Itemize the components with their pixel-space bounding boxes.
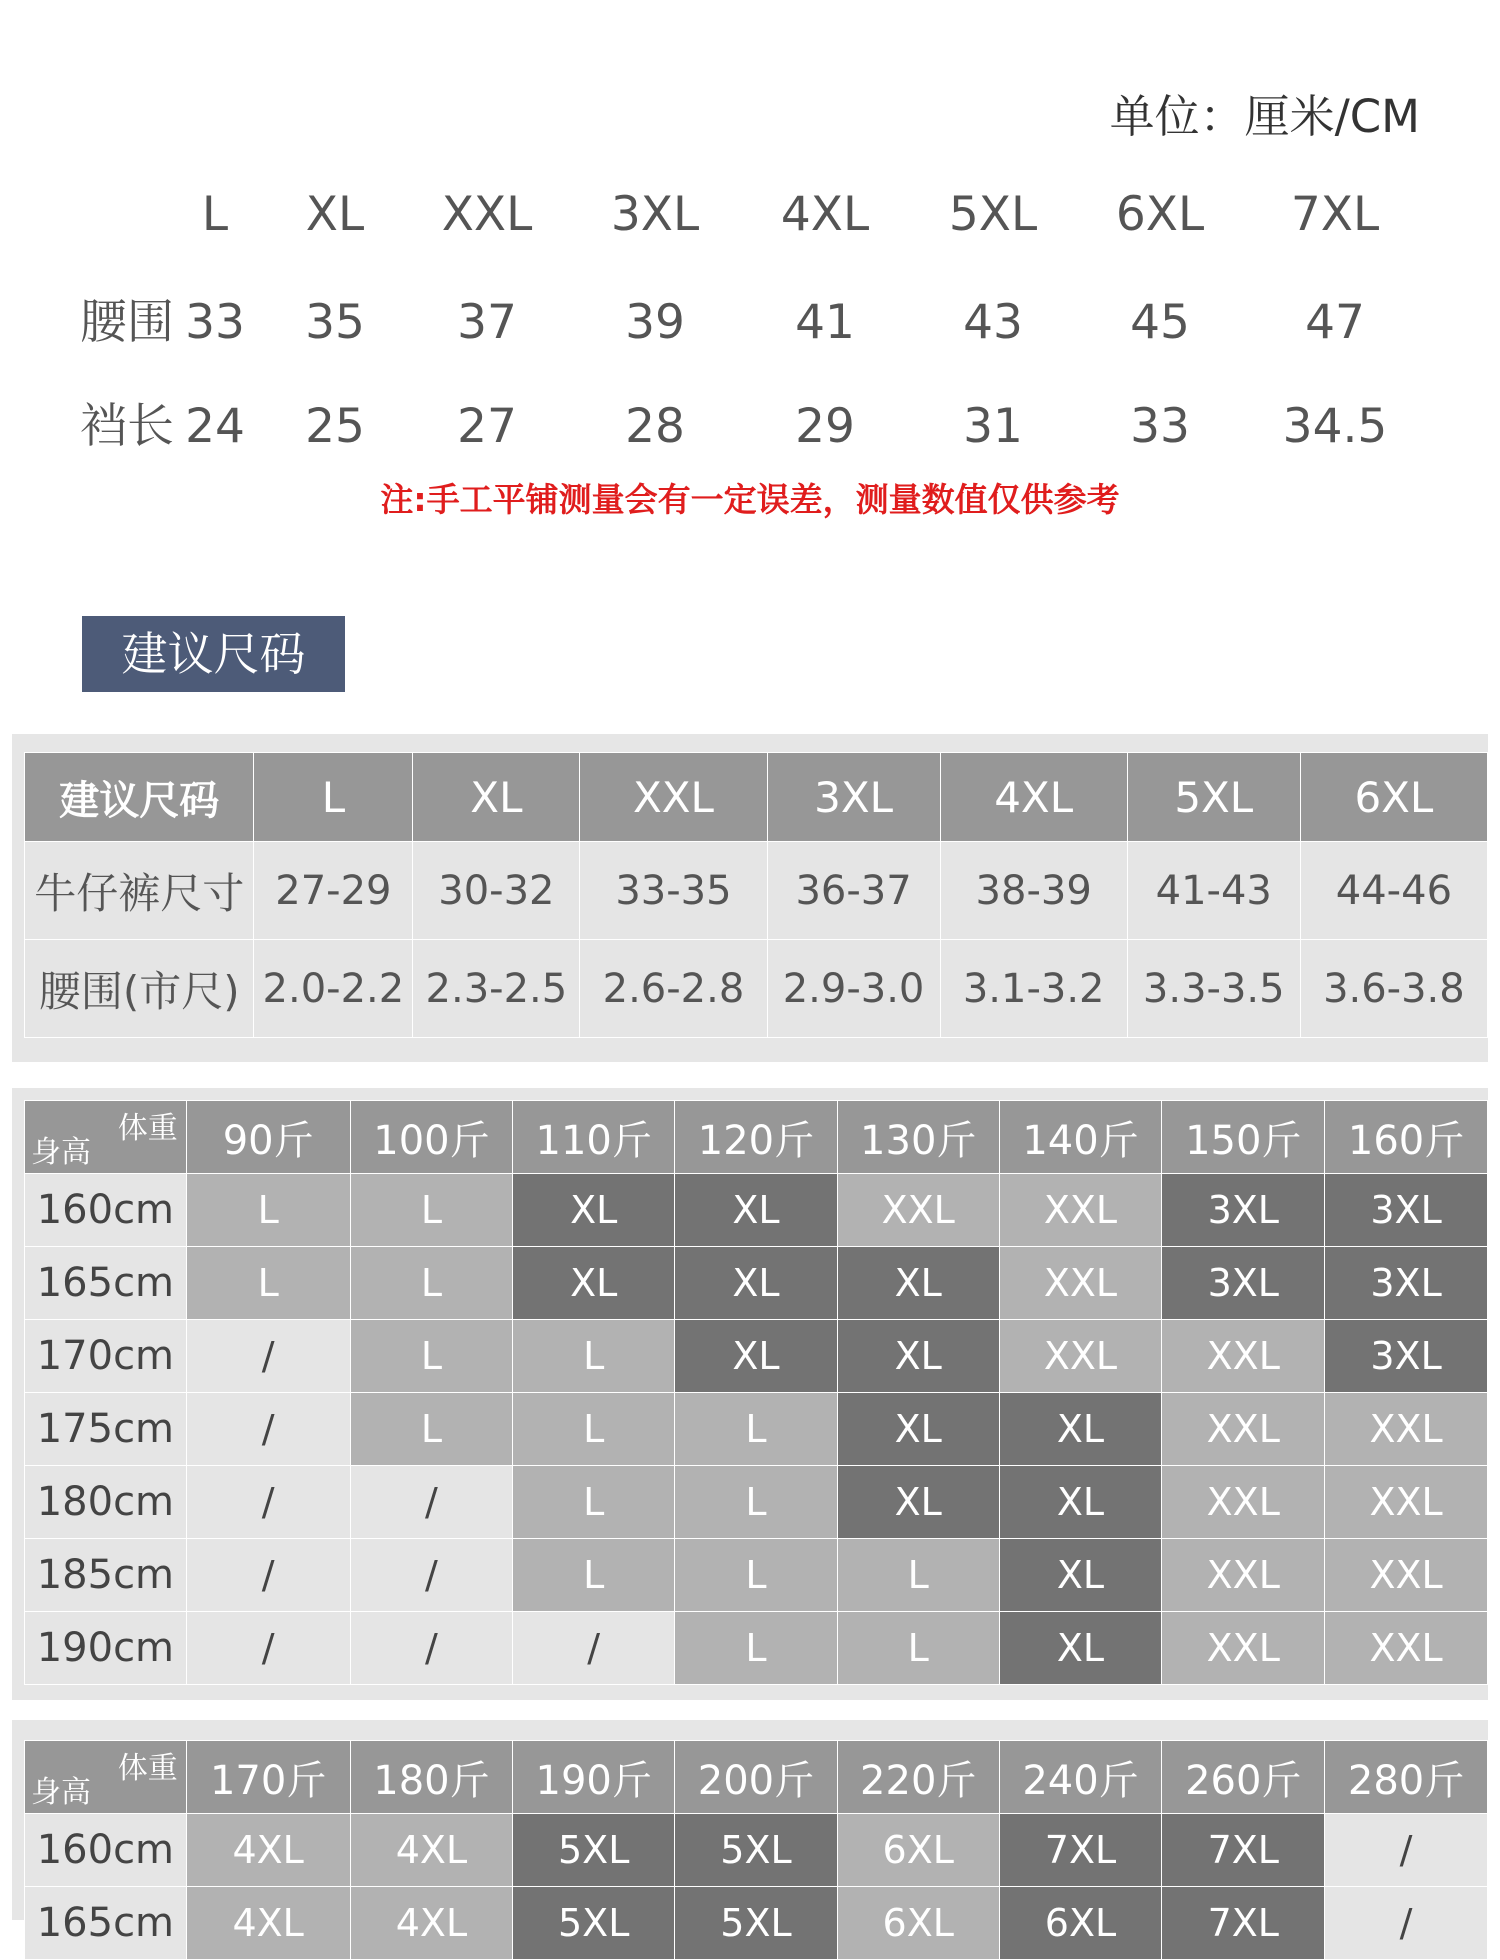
- size-cell: 7XL: [999, 1814, 1162, 1887]
- measurement-row-label: 裆长: [80, 399, 174, 454]
- size-cell: XL: [999, 1539, 1162, 1612]
- size-cell: XL: [513, 1247, 675, 1320]
- size-cell: XL: [837, 1393, 999, 1466]
- size-cell: 7XL: [1162, 1887, 1325, 1960]
- size-cell: /: [350, 1612, 513, 1685]
- corner-weight-label: 体重: [117, 1751, 178, 1786]
- size-cell: 4XL: [186, 1887, 350, 1960]
- weight-header: 160斤: [1325, 1101, 1488, 1174]
- size-cell: L: [513, 1466, 675, 1539]
- size-cell: 5XL: [513, 1814, 675, 1887]
- size-label: 4XL: [780, 187, 870, 242]
- size-cell: XXL: [1325, 1466, 1488, 1539]
- size-cell: L: [350, 1247, 513, 1320]
- grid-corner: [25, 1101, 187, 1174]
- row-label: 牛仔裤尺寸: [25, 842, 254, 940]
- size-cell: /: [513, 1612, 675, 1685]
- measurement-value: 27: [457, 399, 517, 454]
- size-cell: 4XL: [186, 1814, 350, 1887]
- table-cell: 38-39: [940, 842, 1127, 940]
- size-cell: XL: [999, 1612, 1162, 1685]
- measurement-value: 33: [1130, 399, 1190, 454]
- table-header-row: [25, 753, 1488, 842]
- table-cell: 3.1-3.2: [940, 940, 1127, 1038]
- size-table-header: XL: [413, 753, 580, 842]
- size-cell: 6XL: [837, 1814, 999, 1887]
- size-cell: XXL: [999, 1174, 1162, 1247]
- grid-header-row: [25, 1741, 1488, 1814]
- weight-header: 170斤: [186, 1741, 350, 1814]
- size-cell: L: [837, 1612, 999, 1685]
- measurement-value: 37: [457, 295, 517, 350]
- size-cell: 6XL: [999, 1887, 1162, 1960]
- size-table-corner: 建议尺码: [25, 753, 254, 842]
- measurement-value: 34.5: [1282, 399, 1388, 454]
- table-row: [25, 1174, 1488, 1247]
- measurement-row-label: 腰围: [80, 295, 174, 350]
- measurement-value: 29: [795, 399, 855, 454]
- measurement-value: 28: [625, 399, 685, 454]
- size-cell: L: [350, 1393, 513, 1466]
- height-label: 160cm: [25, 1814, 187, 1887]
- height-label: 190cm: [25, 1612, 187, 1685]
- size-cell: /: [186, 1320, 350, 1393]
- table-row: [25, 1320, 1488, 1393]
- size-cell: 6XL: [837, 1887, 999, 1960]
- corner-box: [25, 1101, 186, 1173]
- size-cell: 7XL: [1162, 1814, 1325, 1887]
- size-label: 6XL: [1115, 187, 1205, 242]
- size-cell: /: [186, 1393, 350, 1466]
- size-cell: XL: [999, 1466, 1162, 1539]
- size-cell: XL: [837, 1466, 999, 1539]
- height-label: 165cm: [25, 1247, 187, 1320]
- table-cell: 3.6-3.8: [1300, 940, 1487, 1038]
- weight-header: 90斤: [186, 1101, 350, 1174]
- size-label: XL: [305, 187, 365, 242]
- corner-height-label: 身高: [31, 1135, 91, 1170]
- size-recommendation-table: [24, 752, 1488, 1038]
- size-cell: /: [186, 1612, 350, 1685]
- size-cell: XXL: [837, 1174, 999, 1247]
- height-label: 175cm: [25, 1393, 187, 1466]
- size-cell: XXL: [1162, 1612, 1325, 1685]
- size-cell: 4XL: [350, 1887, 513, 1960]
- size-cell: XL: [675, 1247, 838, 1320]
- table-cell: 33-35: [580, 842, 767, 940]
- table-cell: 30-32: [413, 842, 580, 940]
- weight-header: 260斤: [1162, 1741, 1325, 1814]
- measurement-value: 25: [305, 399, 365, 454]
- measurement-size-header: [60, 170, 1440, 260]
- weight-header: 140斤: [999, 1101, 1162, 1174]
- size-cell: XL: [513, 1174, 675, 1247]
- size-cell: /: [186, 1539, 350, 1612]
- table-row: [25, 940, 1488, 1038]
- weight-header: 110斤: [513, 1101, 675, 1174]
- table-row: [25, 1814, 1488, 1887]
- size-cell: XL: [837, 1247, 999, 1320]
- size-table-header: 3XL: [767, 753, 940, 842]
- size-cell: XXL: [1162, 1320, 1325, 1393]
- corner-weight-label: 体重: [117, 1111, 178, 1146]
- size-cell: L: [675, 1466, 838, 1539]
- size-cell: XL: [675, 1174, 838, 1247]
- size-label: L: [201, 187, 229, 242]
- height-label: 180cm: [25, 1466, 187, 1539]
- size-cell: /: [350, 1539, 513, 1612]
- size-cell: XXL: [1325, 1539, 1488, 1612]
- table-row: [25, 842, 1488, 940]
- weight-header: 240斤: [999, 1741, 1162, 1814]
- weight-header: 200斤: [675, 1741, 838, 1814]
- table-row: [25, 1887, 1488, 1960]
- size-cell: L: [675, 1539, 838, 1612]
- weight-header: 190斤: [513, 1741, 675, 1814]
- weight-header: 150斤: [1162, 1101, 1325, 1174]
- table-cell: 44-46: [1300, 842, 1487, 940]
- measurement-value: 39: [625, 295, 685, 350]
- size-cell: /: [1325, 1887, 1488, 1960]
- height-weight-grid-2: [24, 1740, 1488, 1960]
- measurement-value: 41: [795, 295, 855, 350]
- height-weight-grid-1: [24, 1100, 1488, 1685]
- size-cell: L: [837, 1539, 999, 1612]
- row-label: 腰围(市尺): [25, 940, 254, 1038]
- size-cell: L: [350, 1320, 513, 1393]
- size-cell: 5XL: [675, 1814, 838, 1887]
- table-cell: 41-43: [1127, 842, 1300, 940]
- measurement-value: 24: [185, 399, 245, 454]
- size-cell: /: [186, 1466, 350, 1539]
- size-cell: XL: [675, 1320, 838, 1393]
- measurement-value: 33: [185, 295, 245, 350]
- height-label: 170cm: [25, 1320, 187, 1393]
- table-row: [25, 1393, 1488, 1466]
- table-cell: 2.0-2.2: [254, 940, 413, 1038]
- size-label: 7XL: [1290, 187, 1380, 242]
- size-cell: 3XL: [1325, 1174, 1488, 1247]
- measurement-row: [60, 278, 1440, 368]
- size-cell: L: [675, 1612, 838, 1685]
- size-cell: L: [513, 1539, 675, 1612]
- size-cell: XXL: [999, 1247, 1162, 1320]
- table-cell: 27-29: [254, 842, 413, 940]
- size-cell: XL: [999, 1393, 1162, 1466]
- size-cell: 3XL: [1162, 1247, 1325, 1320]
- measurement-value: 43: [963, 295, 1023, 350]
- size-cell: XXL: [1162, 1466, 1325, 1539]
- size-label: XXL: [441, 187, 533, 242]
- table-row: [25, 1247, 1488, 1320]
- size-cell: 3XL: [1162, 1174, 1325, 1247]
- size-table-header: 6XL: [1300, 753, 1487, 842]
- table-row: [25, 1612, 1488, 1685]
- table-cell: 2.3-2.5: [413, 940, 580, 1038]
- table-cell: 3.3-3.5: [1127, 940, 1300, 1038]
- table-row: [25, 1466, 1488, 1539]
- grid-corner: [25, 1741, 187, 1814]
- size-cell: L: [513, 1320, 675, 1393]
- size-cell: L: [513, 1393, 675, 1466]
- size-cell: XXL: [999, 1320, 1162, 1393]
- size-cell: 5XL: [675, 1887, 838, 1960]
- size-cell: 4XL: [350, 1814, 513, 1887]
- weight-header: 120斤: [675, 1101, 838, 1174]
- unit-label: 单位：厘米/CM: [1109, 90, 1420, 143]
- size-cell: /: [350, 1466, 513, 1539]
- size-cell: /: [1325, 1814, 1488, 1887]
- weight-header: 180斤: [350, 1741, 513, 1814]
- size-cell: 3XL: [1325, 1320, 1488, 1393]
- size-table-header: XXL: [580, 753, 767, 842]
- corner-height-label: 身高: [31, 1775, 91, 1810]
- measurement-value: 47: [1305, 295, 1365, 350]
- measurement-value: 45: [1130, 295, 1190, 350]
- table-row: [25, 1539, 1488, 1612]
- size-cell: XXL: [1162, 1393, 1325, 1466]
- size-cell: L: [350, 1174, 513, 1247]
- measurement-value: 35: [305, 295, 365, 350]
- size-table-header: 5XL: [1127, 753, 1300, 842]
- size-cell: XXL: [1162, 1539, 1325, 1612]
- size-label: 5XL: [948, 187, 1038, 242]
- size-cell: L: [186, 1247, 350, 1320]
- size-cell: XL: [837, 1320, 999, 1393]
- size-cell: XXL: [1325, 1612, 1488, 1685]
- weight-header: 100斤: [350, 1101, 513, 1174]
- section-title: 建议尺码: [82, 616, 345, 692]
- height-label: 165cm: [25, 1887, 187, 1960]
- height-label: 160cm: [25, 1174, 187, 1247]
- size-cell: XXL: [1325, 1393, 1488, 1466]
- measurement-row: [60, 382, 1440, 472]
- table-cell: 2.9-3.0: [767, 940, 940, 1038]
- weight-header: 280斤: [1325, 1741, 1488, 1814]
- measurement-value: 31: [963, 399, 1023, 454]
- measurement-note: 注:手工平铺测量会有一定误差，测量数值仅供参考: [380, 480, 1120, 519]
- size-table-header: L: [254, 753, 413, 842]
- size-label: 3XL: [610, 187, 700, 242]
- size-cell: 5XL: [513, 1887, 675, 1960]
- size-cell: 3XL: [1325, 1247, 1488, 1320]
- size-cell: L: [675, 1393, 838, 1466]
- weight-header: 220斤: [837, 1741, 999, 1814]
- table-cell: 2.6-2.8: [580, 940, 767, 1038]
- table-cell: 36-37: [767, 842, 940, 940]
- corner-box: [25, 1741, 186, 1813]
- height-label: 185cm: [25, 1539, 187, 1612]
- grid-header-row: [25, 1101, 1488, 1174]
- weight-header: 130斤: [837, 1101, 999, 1174]
- size-table-header: 4XL: [940, 753, 1127, 842]
- size-cell: L: [186, 1174, 350, 1247]
